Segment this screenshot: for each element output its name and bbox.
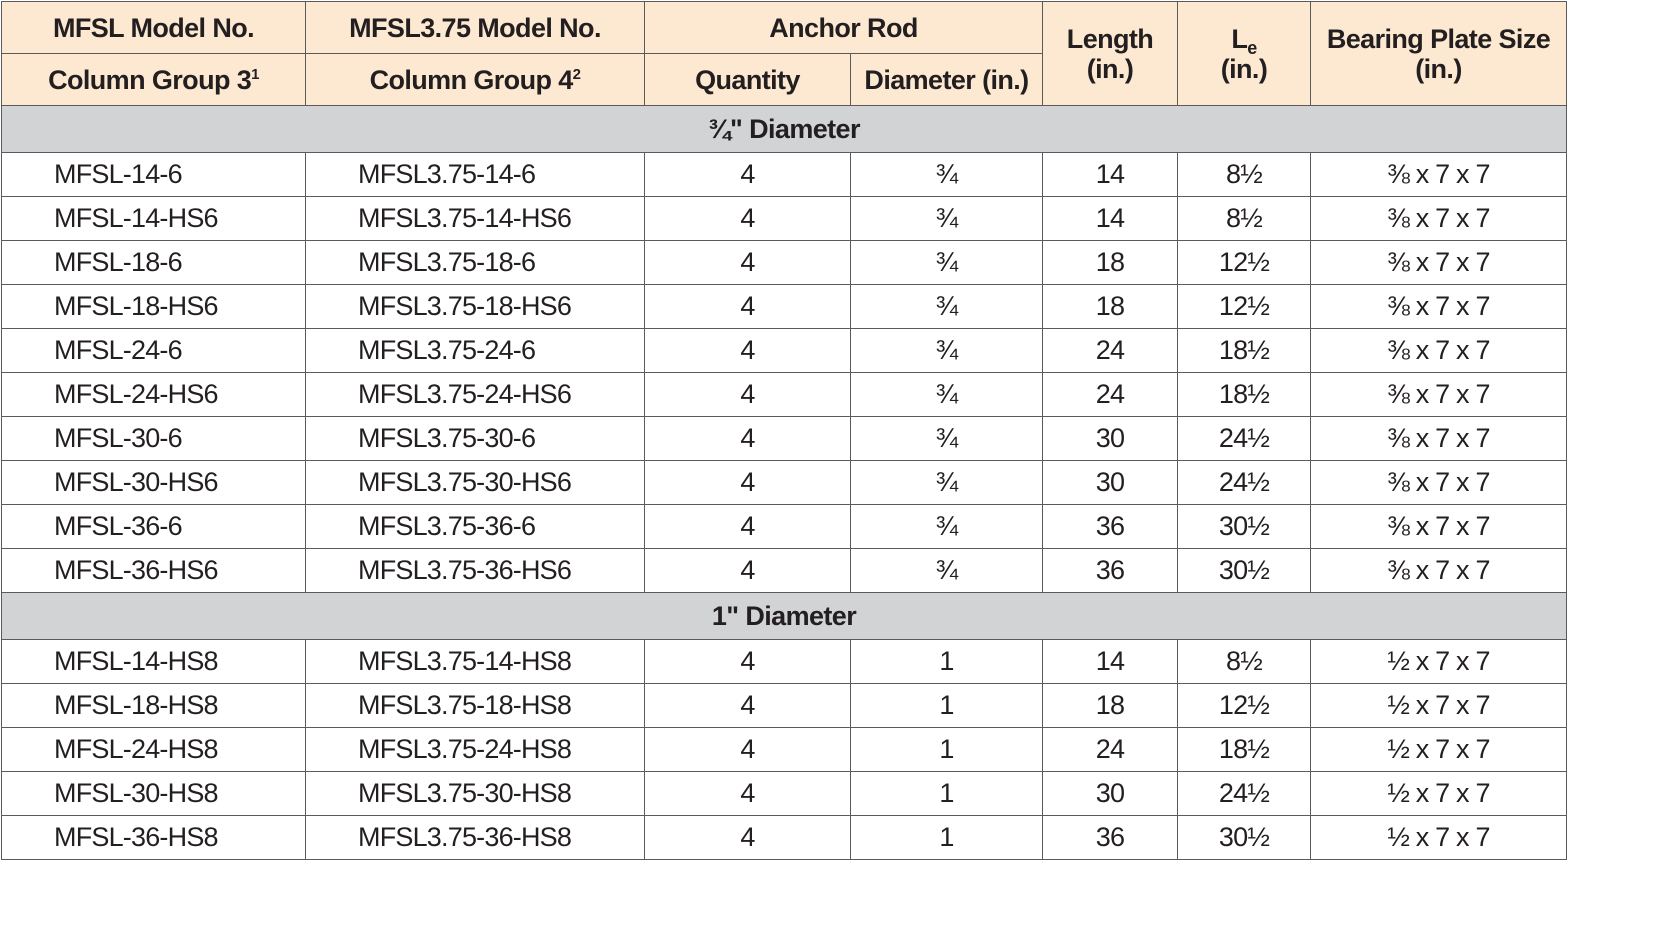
cell-bearing-plate-size: ⅜ x 7 x 7 bbox=[1311, 285, 1567, 329]
cell-mfsl375-model: MFSL3.75-36-6 bbox=[306, 505, 645, 549]
table-row bbox=[2, 285, 1567, 329]
cell-bearing-plate-size: ½ x 7 x 7 bbox=[1311, 772, 1567, 816]
specification-table bbox=[1, 1, 1567, 860]
cell-diameter: ¾ bbox=[851, 461, 1043, 505]
cell-quantity: 4 bbox=[645, 549, 851, 593]
cell-bearing-plate-size: ⅜ x 7 x 7 bbox=[1311, 241, 1567, 285]
cell-quantity: 4 bbox=[645, 329, 851, 373]
table-row bbox=[2, 241, 1567, 285]
header-mfsl375-model: MFSL3.75 Model No. bbox=[306, 2, 645, 54]
cell-bearing-plate-size: ⅜ x 7 x 7 bbox=[1311, 329, 1567, 373]
cell-length: 24 bbox=[1043, 329, 1178, 373]
cell-mfsl-model: MFSL-30-6 bbox=[2, 417, 306, 461]
cell-mfsl375-model: MFSL3.75-24-HS6 bbox=[306, 373, 645, 417]
cell-length: 30 bbox=[1043, 772, 1178, 816]
header-mfsl-model: MFSL Model No. bbox=[2, 2, 306, 54]
cell-mfsl-model: MFSL-14-6 bbox=[2, 153, 306, 197]
cell-mfsl375-model: MFSL3.75-30-6 bbox=[306, 417, 645, 461]
cell-bearing-plate-size: ⅜ x 7 x 7 bbox=[1311, 197, 1567, 241]
cell-diameter: ¾ bbox=[851, 549, 1043, 593]
cell-length: 14 bbox=[1043, 197, 1178, 241]
cell-mfsl-model: MFSL-18-HS8 bbox=[2, 684, 306, 728]
table-row bbox=[2, 461, 1567, 505]
cell-mfsl-model: MFSL-36-6 bbox=[2, 505, 306, 549]
table-row bbox=[2, 728, 1567, 772]
table-row bbox=[2, 816, 1567, 860]
cell-length: 24 bbox=[1043, 373, 1178, 417]
cell-mfsl375-model: MFSL3.75-18-HS8 bbox=[306, 684, 645, 728]
cell-length: 18 bbox=[1043, 684, 1178, 728]
cell-le: 30½ bbox=[1178, 505, 1311, 549]
header-bearing-plate-size: Bearing Plate Size (in.) bbox=[1311, 2, 1567, 106]
cell-le: 8½ bbox=[1178, 197, 1311, 241]
table-row bbox=[2, 197, 1567, 241]
table-header bbox=[2, 2, 1567, 106]
cell-length: 30 bbox=[1043, 417, 1178, 461]
header-le: $L_e$ (in.) bbox=[1178, 2, 1311, 106]
cell-quantity: 4 bbox=[645, 373, 851, 417]
cell-le: 12½ bbox=[1178, 241, 1311, 285]
cell-bearing-plate-size: ½ x 7 x 7 bbox=[1311, 684, 1567, 728]
cell-quantity: 4 bbox=[645, 417, 851, 461]
cell-le: 24½ bbox=[1178, 417, 1311, 461]
cell-diameter: ¾ bbox=[851, 373, 1043, 417]
cell-quantity: 4 bbox=[645, 772, 851, 816]
cell-quantity: 4 bbox=[645, 285, 851, 329]
cell-diameter: 1 bbox=[851, 772, 1043, 816]
table-row bbox=[2, 549, 1567, 593]
cell-le: 30½ bbox=[1178, 816, 1311, 860]
cell-le: 12½ bbox=[1178, 684, 1311, 728]
header-diameter: Diameter (in.) bbox=[851, 54, 1043, 106]
cell-mfsl375-model: MFSL3.75-36-HS6 bbox=[306, 549, 645, 593]
cell-mfsl375-model: MFSL3.75-24-6 bbox=[306, 329, 645, 373]
cell-bearing-plate-size: ⅜ x 7 x 7 bbox=[1311, 549, 1567, 593]
cell-mfsl-model: MFSL-24-HS6 bbox=[2, 373, 306, 417]
cell-bearing-plate-size: ⅜ x 7 x 7 bbox=[1311, 417, 1567, 461]
cell-diameter: ¾ bbox=[851, 285, 1043, 329]
cell-bearing-plate-size: ⅜ x 7 x 7 bbox=[1311, 373, 1567, 417]
cell-bearing-plate-size: ⅜ x 7 x 7 bbox=[1311, 461, 1567, 505]
cell-diameter: ¾ bbox=[851, 197, 1043, 241]
cell-le: 8½ bbox=[1178, 153, 1311, 197]
cell-mfsl375-model: MFSL3.75-14-HS8 bbox=[306, 640, 645, 684]
cell-mfsl-model: MFSL-30-HS6 bbox=[2, 461, 306, 505]
cell-mfsl-model: MFSL-18-HS6 bbox=[2, 285, 306, 329]
cell-quantity: 4 bbox=[645, 505, 851, 549]
cell-diameter: ¾ bbox=[851, 241, 1043, 285]
cell-mfsl375-model: MFSL3.75-30-HS6 bbox=[306, 461, 645, 505]
cell-mfsl-model: MFSL-24-6 bbox=[2, 329, 306, 373]
cell-quantity: 4 bbox=[645, 241, 851, 285]
cell-le: 24½ bbox=[1178, 772, 1311, 816]
table-row bbox=[2, 505, 1567, 549]
cell-le: 12½ bbox=[1178, 285, 1311, 329]
cell-mfsl-model: MFSL-30-HS8 bbox=[2, 772, 306, 816]
cell-le: 24½ bbox=[1178, 461, 1311, 505]
cell-diameter: 1 bbox=[851, 640, 1043, 684]
section-title: 1" Diameter bbox=[2, 593, 1567, 640]
cell-diameter: ¾ bbox=[851, 417, 1043, 461]
cell-diameter: ¾ bbox=[851, 329, 1043, 373]
cell-mfsl-model: MFSL-18-6 bbox=[2, 241, 306, 285]
cell-length: 30 bbox=[1043, 461, 1178, 505]
cell-mfsl375-model: MFSL3.75-14-HS6 bbox=[306, 197, 645, 241]
cell-mfsl375-model: MFSL3.75-24-HS8 bbox=[306, 728, 645, 772]
cell-bearing-plate-size: ½ x 7 x 7 bbox=[1311, 816, 1567, 860]
table-body bbox=[2, 106, 1567, 860]
cell-length: 18 bbox=[1043, 285, 1178, 329]
section-header-row bbox=[2, 593, 1567, 640]
header-quantity: Quantity bbox=[645, 54, 851, 106]
cell-bearing-plate-size: ½ x 7 x 7 bbox=[1311, 640, 1567, 684]
table-row bbox=[2, 153, 1567, 197]
cell-mfsl375-model: MFSL3.75-36-HS8 bbox=[306, 816, 645, 860]
cell-mfsl-model: MFSL-36-HS6 bbox=[2, 549, 306, 593]
cell-le: 30½ bbox=[1178, 549, 1311, 593]
cell-length: 36 bbox=[1043, 505, 1178, 549]
cell-length: 14 bbox=[1043, 153, 1178, 197]
section-title: ¾" Diameter bbox=[2, 106, 1567, 153]
header-column-group-4: Column Group $4^2$ bbox=[306, 54, 645, 106]
cell-diameter: 1 bbox=[851, 728, 1043, 772]
cell-diameter: ¾ bbox=[851, 153, 1043, 197]
cell-mfsl375-model: MFSL3.75-18-6 bbox=[306, 241, 645, 285]
cell-mfsl375-model: MFSL3.75-30-HS8 bbox=[306, 772, 645, 816]
cell-le: 18½ bbox=[1178, 329, 1311, 373]
cell-quantity: 4 bbox=[645, 197, 851, 241]
cell-bearing-plate-size: ½ x 7 x 7 bbox=[1311, 728, 1567, 772]
cell-mfsl-model: MFSL-36-HS8 bbox=[2, 816, 306, 860]
cell-length: 36 bbox=[1043, 816, 1178, 860]
table-row bbox=[2, 684, 1567, 728]
cell-bearing-plate-size: ⅜ x 7 x 7 bbox=[1311, 153, 1567, 197]
cell-quantity: 4 bbox=[645, 684, 851, 728]
cell-le: 18½ bbox=[1178, 728, 1311, 772]
cell-le: 8½ bbox=[1178, 640, 1311, 684]
cell-diameter: 1 bbox=[851, 816, 1043, 860]
cell-mfsl375-model: MFSL3.75-18-HS6 bbox=[306, 285, 645, 329]
cell-diameter: 1 bbox=[851, 684, 1043, 728]
cell-mfsl-model: MFSL-14-HS8 bbox=[2, 640, 306, 684]
section-header-row bbox=[2, 106, 1567, 153]
table-row bbox=[2, 373, 1567, 417]
header-length: Length (in.) bbox=[1043, 2, 1178, 106]
header-anchor-rod: Anchor Rod bbox=[645, 2, 1043, 54]
cell-length: 18 bbox=[1043, 241, 1178, 285]
cell-le: 18½ bbox=[1178, 373, 1311, 417]
cell-quantity: 4 bbox=[645, 728, 851, 772]
cell-mfsl-model: MFSL-24-HS8 bbox=[2, 728, 306, 772]
table-row bbox=[2, 417, 1567, 461]
cell-quantity: 4 bbox=[645, 153, 851, 197]
cell-quantity: 4 bbox=[645, 640, 851, 684]
cell-quantity: 4 bbox=[645, 816, 851, 860]
cell-quantity: 4 bbox=[645, 461, 851, 505]
cell-bearing-plate-size: ⅜ x 7 x 7 bbox=[1311, 505, 1567, 549]
cell-length: 24 bbox=[1043, 728, 1178, 772]
cell-mfsl375-model: MFSL3.75-14-6 bbox=[306, 153, 645, 197]
cell-length: 14 bbox=[1043, 640, 1178, 684]
cell-mfsl-model: MFSL-14-HS6 bbox=[2, 197, 306, 241]
cell-diameter: ¾ bbox=[851, 505, 1043, 549]
table-row bbox=[2, 329, 1567, 373]
header-column-group-3: Column Group $3^1$ bbox=[2, 54, 306, 106]
table-row bbox=[2, 640, 1567, 684]
cell-length: 36 bbox=[1043, 549, 1178, 593]
table-row bbox=[2, 772, 1567, 816]
